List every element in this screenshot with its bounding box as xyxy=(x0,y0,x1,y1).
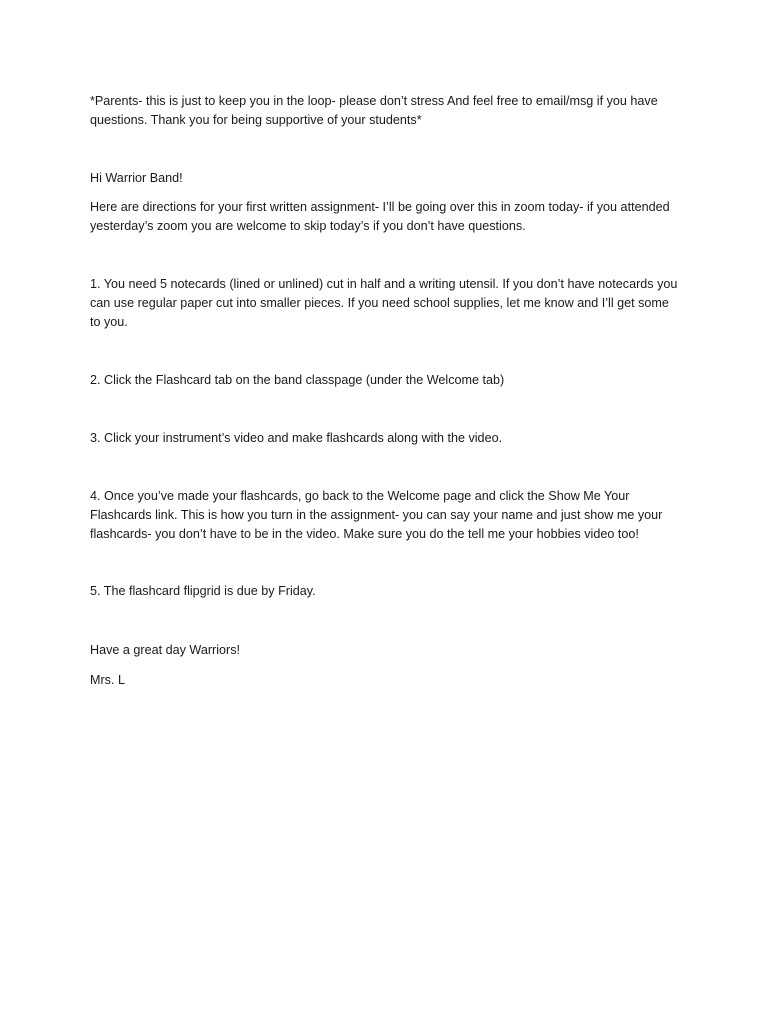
step-4: 4. Once you’ve made your flashcards, go back to the Welcome page and click the Show Me Your Flashcards link. This is how you turn in the assignment- you can say your name and just show me your flashcards- you don’t have to be in the video. Make sure you do the tell me your hobbies video too! xyxy=(90,489,663,541)
closing-line: Have a great day Warriors! xyxy=(90,643,241,657)
intro-paragraph: Here are directions for your first written assignment- I’ll be going over this in zoom today- if you attended yesterday’s zoom you are welcome to skip today’s if you don’t have questions. xyxy=(90,200,670,233)
step-1: 1. You need 5 notecards (lined or unlined) cut in half and a writing utensil. If you don’t have notecards you can use regular paper cut into smaller pieces. If you need school supplies, let me know and I’ll get some to you. xyxy=(90,277,678,329)
signature: Mrs. L xyxy=(90,673,125,687)
greeting: Hi Warrior Band! xyxy=(90,171,183,185)
step-3: 3. Click your instrument’s video and make flashcards along with the video. xyxy=(90,431,503,445)
step-2: 2. Click the Flashcard tab on the band classpage (under the Welcome tab) xyxy=(90,373,505,387)
step-5: 5. The flashcard flipgrid is due by Friday. xyxy=(90,584,316,598)
parent-note: *Parents- this is just to keep you in the loop- please don’t stress And feel free to email/msg if you have questions. Thank you for being supportive of your students* xyxy=(90,94,658,127)
